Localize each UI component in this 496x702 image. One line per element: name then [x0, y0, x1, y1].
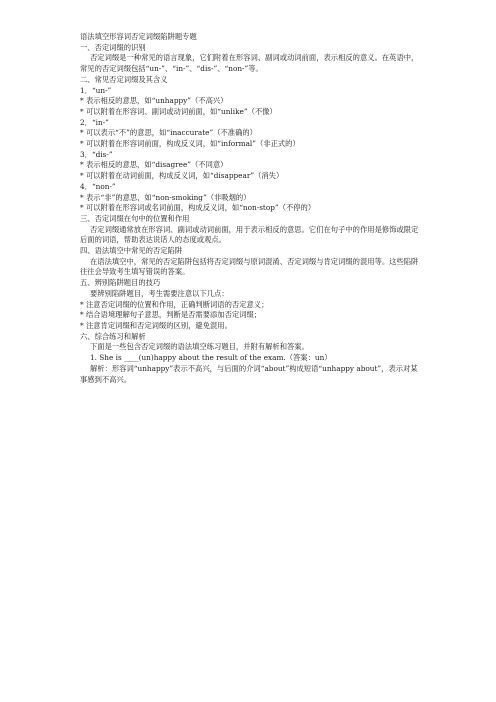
section-heading-2: 二、常见否定词缀及其含义: [80, 74, 168, 84]
section-1-paragraph: 否定词缀是一种常见的语言现象，它们附着在形容词、副词或动词前面，表示相反的意义。在英语中，常见的否定词缀包括“un-”、“in-”、“dis-”、“non-”等。: [80, 53, 419, 74]
subheading-un: 1．“un-”: [80, 85, 112, 95]
bullet-in-1: * 可以表示“不”的意思，如“inaccurate”（不准确的）: [80, 128, 257, 138]
section-4-paragraph: 在语法填空中，常见的否定陷阱包括将否定词缀与原词混淆、否定词缀与肯定词缀的混用等。这些陷阱往往会导致考生填写错误的答案。: [80, 256, 419, 277]
subheading-dis: 3．“dis-”: [80, 149, 113, 159]
section-heading-4: 四、语法填空中常见的否定陷阱: [80, 246, 183, 256]
exercise-1: 1. She is ____(un)happy about the result of the exam.（答案：un）: [90, 353, 332, 363]
document-title: 语法填空形容词否定词缀陷阱题专题: [80, 32, 197, 41]
bullet-un-2: * 可以附着在形容词、副词或动词前面，如“unlike”（不像）: [80, 106, 277, 116]
bullet-tip-1: * 注意否定词缀的位置和作用，正确判断词语的否定意义；: [80, 299, 269, 309]
section-5-intro: 要辨别陷阱题目，考生需要注意以下几点：: [90, 288, 229, 298]
document-body: [80, 32, 420, 385]
bullet-non-2: * 可以附着在形容词或名词前面，构成反义词，如“non-stop”（不停的）: [80, 203, 316, 213]
exercise-1-explanation: 解析：形容词“unhappy”表示不高兴，与后面的介词“about”构成短语“unhappy about”，表示对某事感到不高兴。: [80, 363, 418, 384]
bullet-tip-3: * 注意肯定词缀和否定词缀的区别，避免混用。: [80, 320, 232, 330]
section-3-paragraph: 否定词缀通常放在形容词、副词或动词前面，用于表示相反的意思。它们在句子中的作用是修饰或限定后面的词语，帮助表达说话人的态度或观点。: [80, 224, 419, 245]
bullet-un-1: * 表示相反的意思，如“unhappy”（不高兴）: [80, 96, 228, 106]
section-6-intro: 下面是一些包含否定词缀的语法填空练习题目，并附有解析和答案。: [90, 342, 309, 352]
bullet-non-1: * 表示“非”的意思，如“non-smoking”（非吸烟的）: [80, 192, 251, 202]
section-heading-5: 五、辨别陷阱题目的技巧: [80, 278, 161, 288]
bullet-dis-1: * 表示相反的意思，如“disagree”（不同意）: [80, 160, 228, 170]
section-heading-6: 六、综合练习和解析: [80, 331, 146, 341]
section-heading-3: 三、否定词缀在句中的位置和作用: [80, 213, 190, 223]
section-heading-1: 一、否定词缀的识别: [80, 42, 146, 52]
bullet-tip-2: * 结合语境理解句子意思，判断是否需要添加否定词缀；: [80, 310, 262, 320]
bullet-in-2: * 可以附着在形容词前面，构成反义词，如“informal”（非正式的）: [80, 139, 300, 149]
bullet-dis-2: * 可以附着在动词前面，构成反义词，如“disappear”（消失）: [80, 171, 284, 181]
subheading-in: 2．“in-”: [80, 117, 109, 127]
subheading-non: 4．“non-”: [80, 181, 116, 191]
